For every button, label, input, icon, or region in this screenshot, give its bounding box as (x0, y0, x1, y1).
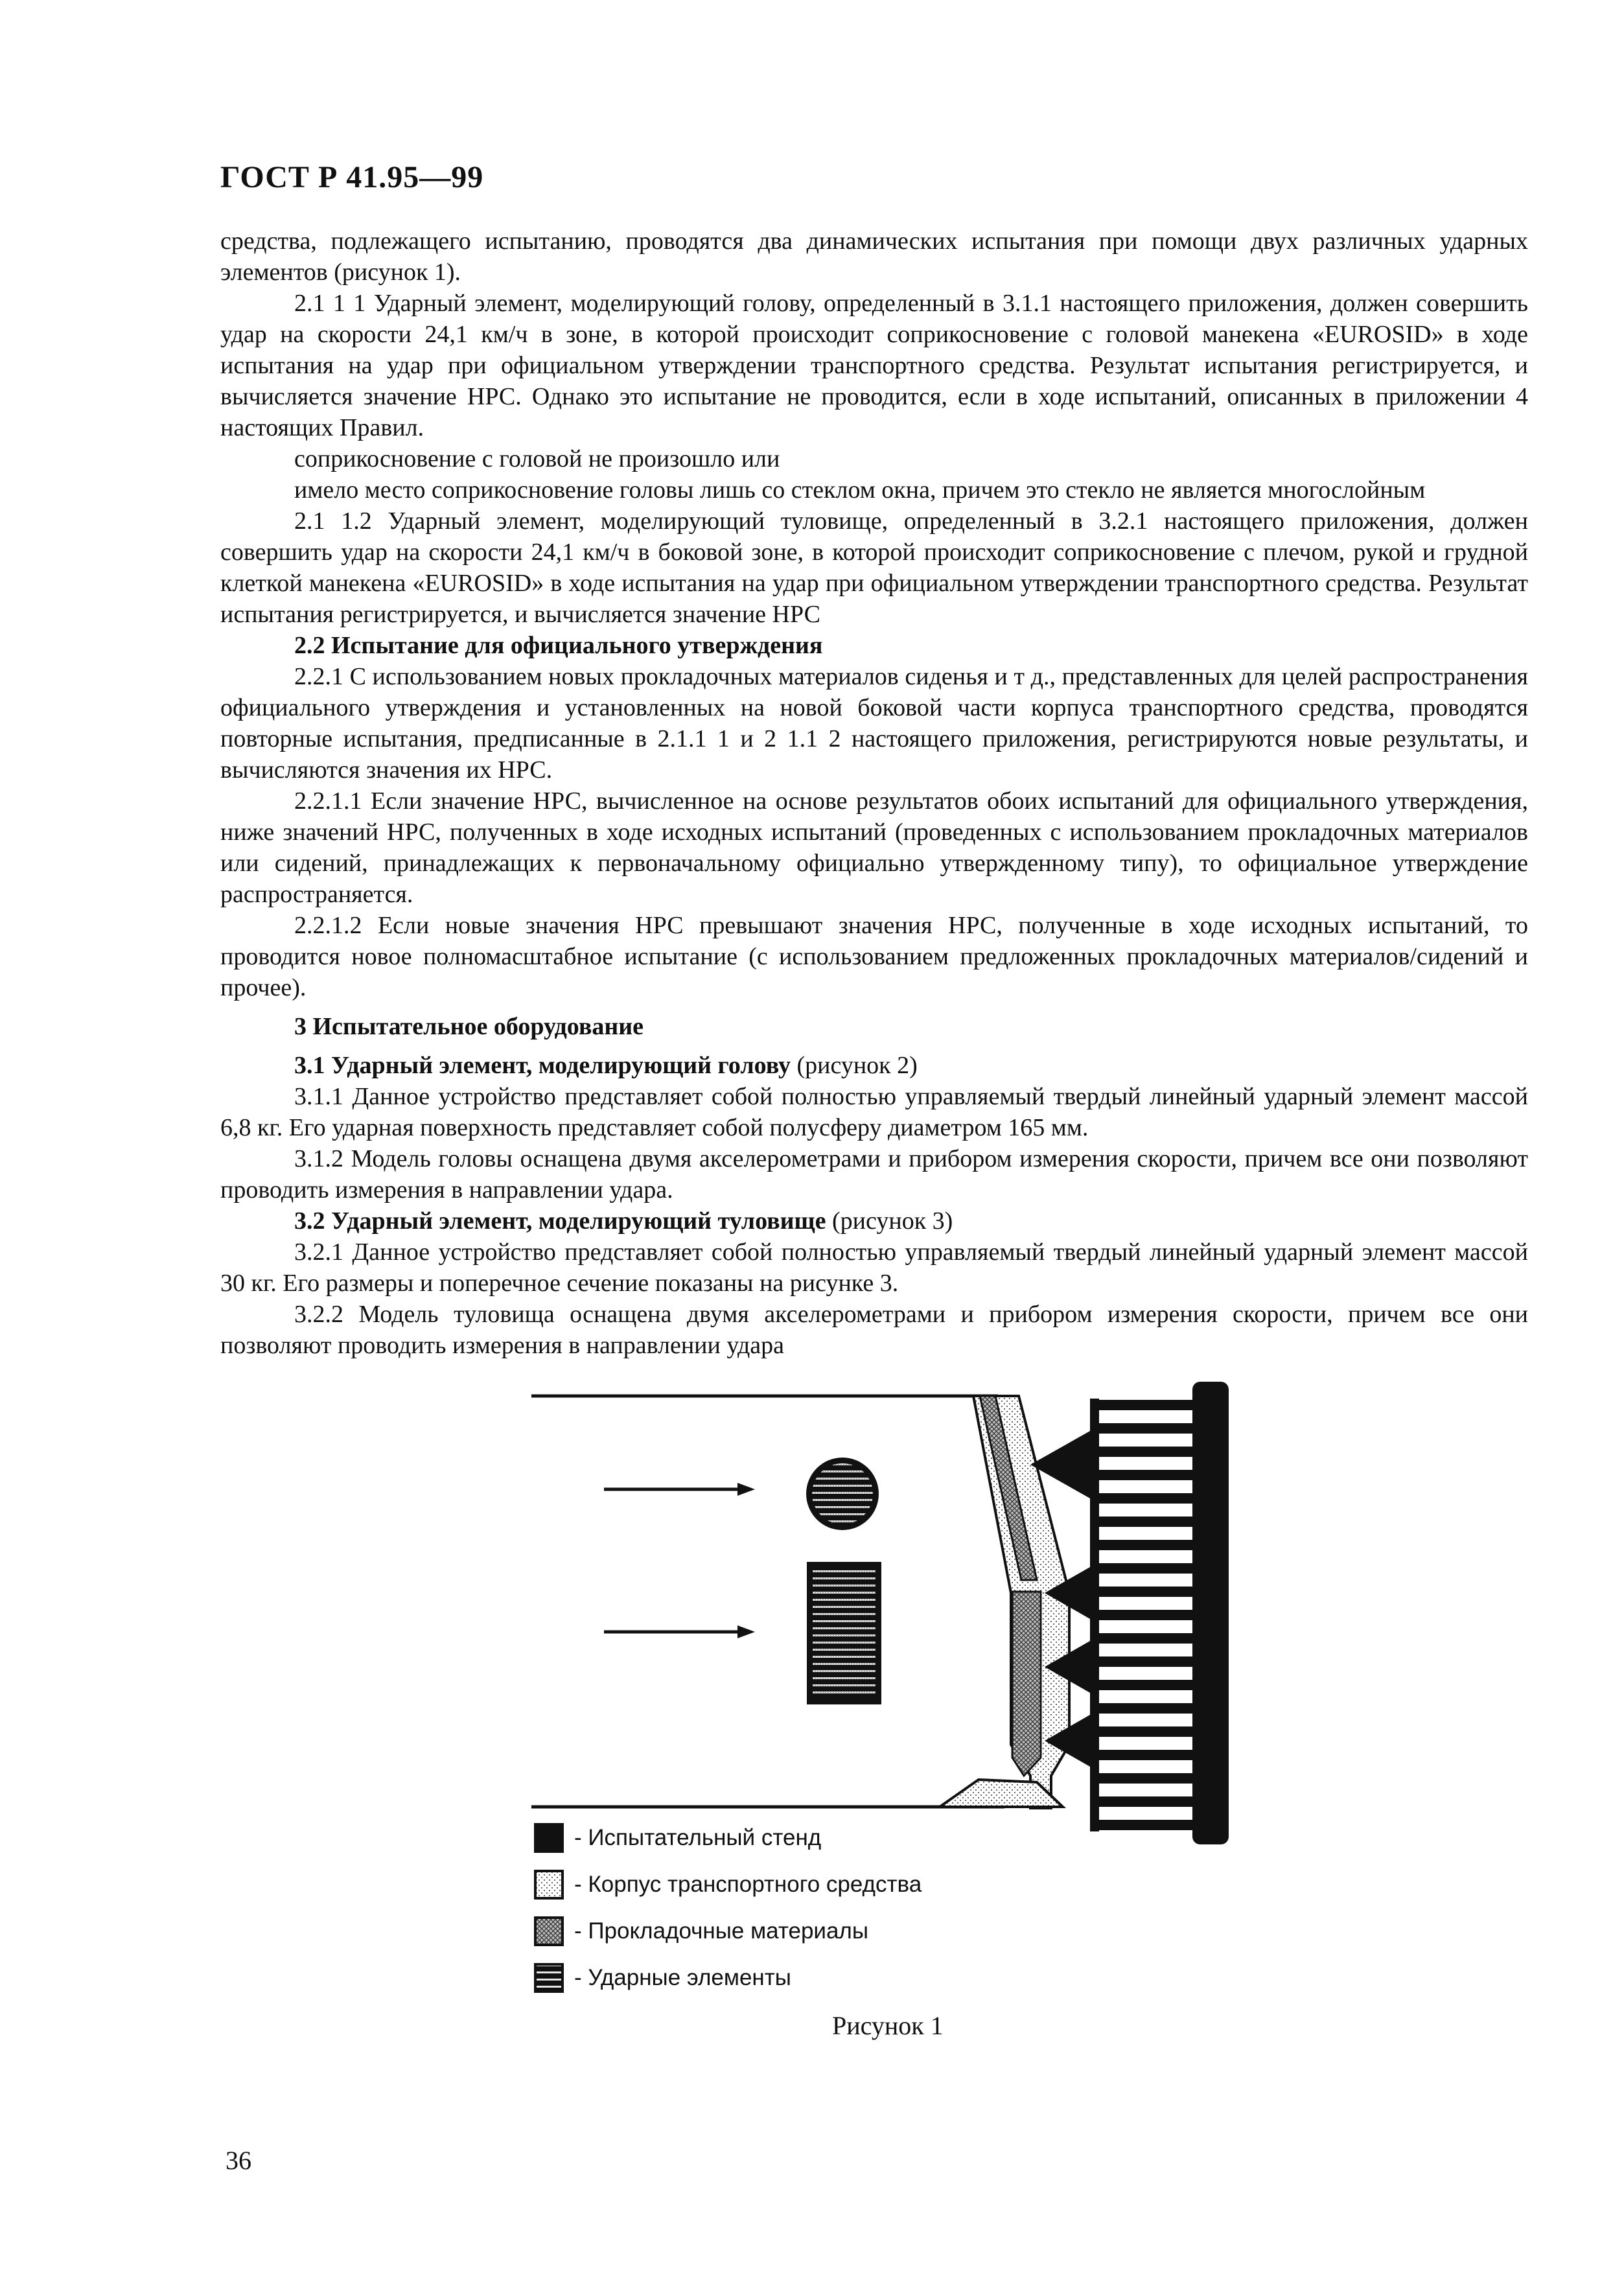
figure-caption: Рисунок 1 (832, 2011, 944, 2040)
legend-swatch-dotted (533, 1868, 565, 1901)
paragraph: 3.2.1 Данное устройство представляет собой полностью управляемый твердый линейный ударный элемент массой 30 кг. Его размеры и поперечное сечение показаны на рисунке 3. (220, 1238, 1528, 1297)
document-body (220, 226, 1528, 1361)
paragraph: 2.2.1.2 Если новые значения НРС превышают значения НРС, полученные в ходе исходных испытаний, то проводится новое полномасштабное испытание (с использованием предложенных прокладочных материалов/сидений и прочее). (220, 912, 1528, 1001)
section-heading (220, 1011, 1528, 1042)
legend-swatch-solid-black (533, 1822, 565, 1854)
test-stand-comb (1090, 1399, 1192, 1831)
impact-direction-arrow (604, 1483, 755, 1496)
paragraph: 2.1 1 1 Ударный элемент, моделирующий голову, определенный в 3.1.1 настоящего приложения, должен совершить удар на скорости 24,1 км/ч в зоне, в которой происходит соприкосновение с головой манекена «EUROSID» в ходе испытания на удар при официальном утверждении транспортного средства. Результат испытания регистрируется, и вычисляется значение НРС. Однако это испытание не проводится, если в ходе испытаний, описанных в приложении 4 настоящих Правил. (220, 290, 1528, 441)
paragraph: 3.1.1 Данное устройство представляет собой полностью управляемый твердый линейный ударный элемент массой 6,8 кг. Его ударная поверхность представляет собой полусферу диаметром 165 мм. (220, 1083, 1528, 1141)
legend-swatch-striped (533, 1962, 565, 1994)
paragraph: 2.2.1 С использованием новых прокладочных материалов сиденья и т д., представленных для целей распространения официального утверждения и установленных на новой боковой части корпуса транспортного средства, проводятся повторные испытания, предписанные в 2.1.1 1 и 2 1.1 2 настоящего приложения, регистрируются новые результаты, и вычисляются значения их НРС. (220, 663, 1528, 784)
subsection-heading (220, 1050, 1528, 1081)
paragraph: 3.1.2 Модель головы оснащена двумя акселерометрами и прибором измерения скорости, причем все они позволяют проводить измерения в направлении удара. (220, 1145, 1528, 1203)
figure-legend (533, 1815, 922, 2001)
section-heading (220, 630, 1528, 661)
paragraph: средства, подлежащего испытанию, проводятся два динамических испытания при помощи двух различных ударных элементов (рисунок 1). (220, 227, 1528, 286)
paragraph: соприкосновение с головой не произошло или (294, 445, 780, 472)
paragraph: 3.2.2 Модель туловища оснащена двумя акселерометрами и прибором измерения скорости, причем все они позволяют проводить измерения в направлении удара (220, 1301, 1528, 1359)
head-impactor (806, 1458, 879, 1530)
heading-text: 3.2 Ударный элемент, моделирующий туловище (294, 1207, 826, 1235)
paragraph: имело место соприкосновение головы лишь со стеклом окна, причем это стекло не является многослойным (294, 476, 1426, 504)
heading-text: 2.2 Испытание для официального утверждения (294, 632, 823, 659)
vehicle-body-outline (531, 1396, 1004, 1807)
heading-text: 3.1 Ударный элемент, моделирующий голову (294, 1052, 791, 1079)
heading-reference: (рисунок 2) (790, 1052, 918, 1079)
paragraph: 2.1 1.2 Ударный элемент, моделирующий туловище, определенный в 3.2.1 настоящего приложения, должен совершить удар на скорости 24,1 км/ч в боковой зоне, в которой происходит соприкосновение с плечом, рукой и грудной клеткой манекена «EUROSID» в ходе испытания на удар при официальном утверждении транспортного средства. Результат испытания регистрируется, и вычисляется значение НРС (220, 507, 1528, 628)
figure-impact-diagram (531, 1361, 1238, 1860)
heading-reference: (рисунок 3) (826, 1207, 953, 1235)
heading-text: 3 Испытательное оборудование (294, 1013, 644, 1040)
legend-item-test-stand (533, 1815, 922, 1861)
page-number: 36 (226, 2146, 251, 2175)
legend-label: - Прокладочные материалы (574, 1918, 869, 1944)
impact-direction-arrow (604, 1625, 755, 1638)
page-header: ГОСТ Р 41.95—99 (220, 160, 484, 194)
legend-item-impactors (533, 1955, 922, 2001)
legend-label: - Испытательный стенд (574, 1825, 822, 1850)
paragraph: 2.2.1.1 Если значение НРС, вычисленное на основе результатов обоих испытаний для официального утверждения, ниже значений НРС, полученных в ходе исходных испытаний (проведенных с использованием прокладочных материалов или сидений, принадлежащих к первоначальному официально утвержденному типу), то официальное утверждение распространяется. (220, 787, 1528, 908)
legend-swatch-crosshatch (533, 1915, 565, 1947)
subsection-heading (220, 1205, 1528, 1237)
legend-label: - Ударные элементы (574, 1965, 791, 1990)
legend-item-vehicle-body (533, 1861, 922, 1908)
body-impactor (807, 1562, 881, 1704)
legend-label: - Корпус транспортного средства (574, 1872, 922, 1897)
legend-item-padding (533, 1908, 922, 1955)
